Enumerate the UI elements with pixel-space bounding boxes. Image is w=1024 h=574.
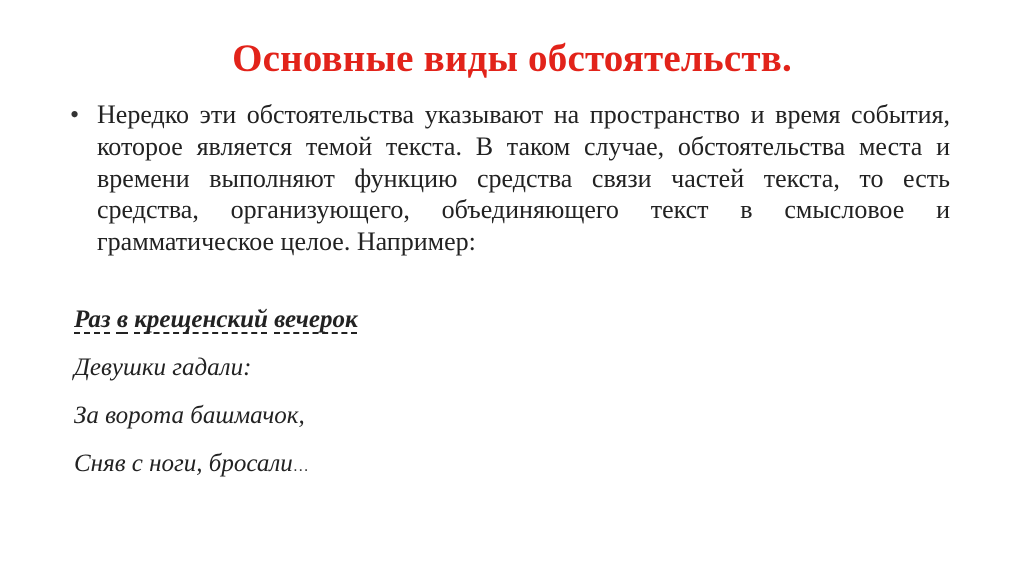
poem-word-vecherok: вечерок bbox=[274, 306, 358, 333]
poem-word-kreshchenskiy: крещенский bbox=[134, 306, 268, 333]
bullet-text: Нередко эти обстоятельства указывают на пространство и время события, которое является темой текста. В таком случае, обстоятельства места и времени выполняют функцию средства связи частей текста, то есть средства, организующего, объединяющего текст в смысловое и грамматическое целое. Например: bbox=[97, 100, 950, 257]
poem-word-raz: Раз bbox=[74, 306, 111, 333]
slide-title: Основные виды обстоятельств. bbox=[232, 37, 792, 80]
poem-example bbox=[74, 302, 358, 494]
poem-line-4 bbox=[74, 446, 358, 494]
poem-line-4-text: Сняв с ноги, бросали bbox=[74, 450, 293, 477]
poem-line-1 bbox=[74, 302, 358, 350]
poem-word-v: в bbox=[116, 306, 128, 333]
poem-line-3: За ворота башмачок, bbox=[74, 402, 305, 429]
bullet-paragraph bbox=[70, 99, 950, 258]
bullet-marker: • bbox=[70, 100, 80, 129]
poem-line-2: Девушки гадали: bbox=[74, 354, 252, 381]
poem-ellipsis: … bbox=[292, 458, 309, 475]
